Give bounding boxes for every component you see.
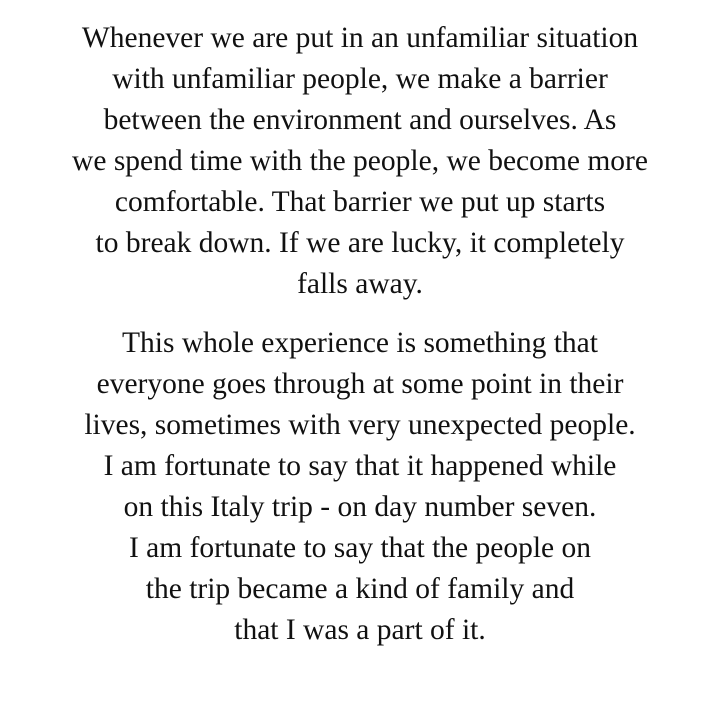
text-line: This whole experience is something that [122,327,598,359]
text-line: the trip became a kind of family and [145,573,575,605]
text-document [0,18,720,651]
text-line: with unfamiliar people, we make a barrier [112,63,608,95]
text-line: we spend time with the people, we become more [72,145,648,177]
text-line: everyone goes through at some point in their [96,368,624,400]
paragraph-2 [0,323,720,651]
text-line: to break down. If we are lucky, it completely [95,227,625,259]
text-line: Whenever we are put in an unfamiliar situation [81,22,639,54]
text-line: that I was a part of it. [234,614,486,646]
text-line: I am fortunate to say that the people on [128,532,592,564]
text-line: I am fortunate to say that it happened while [103,450,617,482]
text-line: between the environment and ourselves. As [103,104,617,136]
text-line: on this Italy trip - on day number seven. [123,491,597,523]
text-line: comfortable. That barrier we put up starts [114,186,606,218]
paragraph-1 [0,18,720,305]
text-line: falls away. [297,268,423,300]
text-line: lives, sometimes with very unexpected people. [84,409,636,441]
